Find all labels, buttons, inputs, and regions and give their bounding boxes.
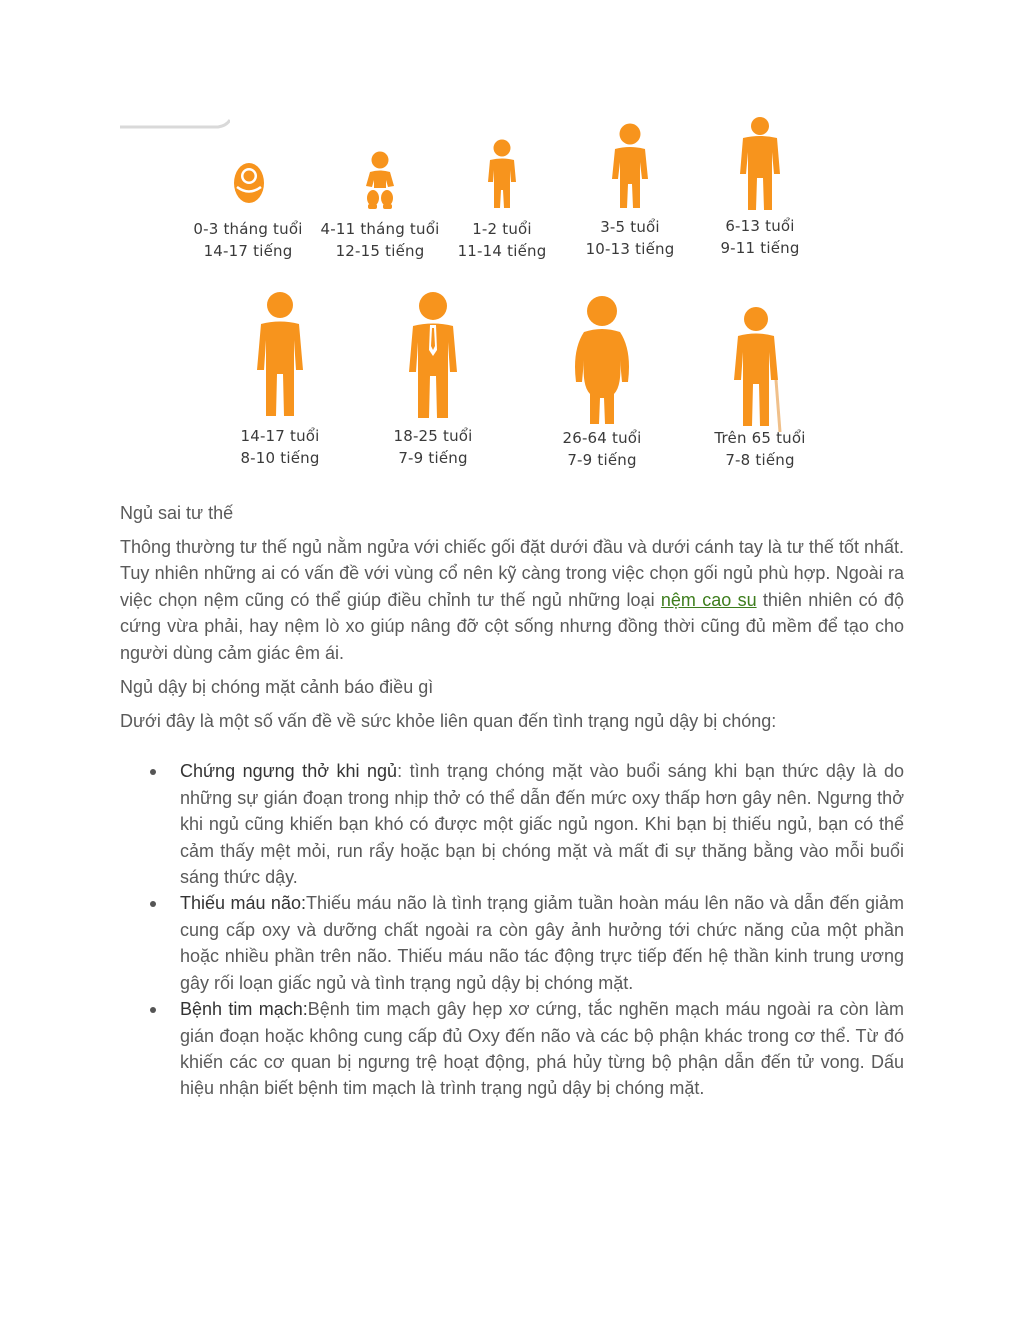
figure-age-label: 3-5 tuổi	[600, 218, 660, 236]
paragraph: Dưới đây là một số vấn đề về sức khỏe liên quan đến tình trạng ngủ dậy bị chóng:	[120, 711, 777, 732]
young-adult-icon	[403, 288, 463, 420]
figure-hours-label: 12-15 tiếng	[335, 242, 425, 260]
list-item-text: Thiếu máu não là tình trạng giảm tuần hoàn máu lên não và dẫn đến giảm cung cấp oxy và dưỡng chất ngoài ra còn gây ảnh hưởng tới chức năng của một phần hoặc nhiều phần trên não. Thiếu máu não tác động trực tiếp đến hệ thần kinh trung ương gây rối loạn giấc ngủ và tình trạng ngủ dậy bị chóng mặt.	[180, 893, 904, 993]
section-heading: Ngủ sai tư thế	[120, 503, 234, 523]
sleep-hours-infographic	[120, 118, 860, 478]
figure-age-label: 6-13 tuổi	[725, 217, 795, 235]
figure-age-label: 26-64 tuổi	[562, 429, 642, 447]
infant-icon	[358, 150, 402, 210]
article-body	[120, 500, 904, 1102]
teen-icon	[252, 288, 308, 418]
figure-infant	[315, 118, 445, 268]
figure-hours-label: 8-10 tiếng	[240, 449, 320, 467]
section-heading: Ngủ dậy bị chóng mặt cảnh báo điều gì	[120, 677, 434, 698]
paragraph-text: thiên nhiên có độ cứng vừa phải, hay nệm lò xo giúp nâng đỡ cột sống nhưng đồng thời cũng đủ mềm để tạo cho người dùng cảm giác êm ái.	[120, 589, 904, 663]
figure-age-label: Trên 65 tuổi	[714, 429, 806, 447]
figure-teen	[220, 288, 340, 468]
bullet-icon	[150, 769, 156, 775]
list-item	[120, 996, 904, 1102]
list-item-term: Chứng ngưng thở khi ngủ	[180, 761, 398, 782]
paragraph	[120, 534, 904, 666]
figure-age-label: 14-17 tuổi	[240, 427, 320, 445]
figure-hours-label: 11-14 tiếng	[457, 242, 547, 260]
paragraph-text: Thông thường tư thế ngủ nằm ngửa với chiếc gối đặt dưới đầu và dưới cánh tay là tư thế tốt nhất. Tuy nhiên những ai có vấn đề với vùng cổ nên kỹ càng trong việc chọn gối ngủ phù hợp. Ngoài ra việc chọn nệm cũng có thể giúp điều chỉnh tư thế ngủ những loại	[120, 537, 904, 610]
figure-age-label: 18-25 tuổi	[393, 427, 473, 445]
list-item-text: Bệnh tim mạch gây hẹp xơ cứng, tắc nghẽn mạch máu ngoài ra còn làm gián đoạn hoặc không cung cấp đủ Oxy đến não và các bộ phận khác trong cơ thể. Từ đó khiến các cơ quan bị ngưng trệ hoạt động, phá hủy từng bộ phận dẫn đến tử vong. Dấu hiệu nhận biết bệnh tim mạch là trình trạng ngủ dậy bị chóng mặt.	[180, 999, 904, 1099]
figure-age-label: 1-2 tuổi	[472, 220, 532, 238]
newborn-icon	[231, 156, 271, 206]
list-item-term: Bệnh tim mạch:	[180, 999, 308, 1020]
list-item	[120, 758, 904, 890]
figure-toddler	[442, 118, 562, 268]
bullet-icon	[150, 1007, 156, 1013]
figure-adult	[542, 288, 662, 468]
figure-child	[570, 118, 690, 268]
preteen-icon	[735, 118, 785, 212]
figure-hours-label: 7-9 tiếng	[398, 449, 468, 467]
adult-icon	[570, 294, 634, 428]
figure-hours-label: 14-17 tiếng	[203, 242, 293, 260]
figure-newborn	[188, 118, 308, 268]
figure-young-adult	[373, 288, 493, 468]
figure-hours-label: 7-8 tiếng	[725, 451, 795, 469]
list-item-text: : tình trạng chóng mặt vào buổi sáng khi bạn thức dậy là do những sự gián đoạn trong nhịp thở có thể dẫn đến mức oxy thấp hơn gây nên. Ngưng thở khi ngủ cũng khiến bạn khó có được một giấc ngủ ngon. Khi bạn bị thiếu ngủ, bạn có thể cảm thấy mệt mỏi, run rẩy hoặc bạn bị chóng mặt và mất đi sự thăng bằng vào mỗi buổi sáng thức dậy.	[180, 761, 904, 888]
mattress-link[interactable]: nệm cao su	[660, 589, 757, 610]
figure-senior	[700, 288, 820, 468]
bullet-icon	[150, 901, 156, 907]
list-item-term: Thiếu máu não:	[180, 893, 306, 914]
senior-icon	[730, 304, 794, 436]
figure-hours-label: 9-11 tiếng	[720, 239, 800, 257]
figure-age-label: 4-11 tháng tuổi	[320, 220, 440, 238]
figure-hours-label: 7-9 tiếng	[567, 451, 637, 469]
figure-preteen	[700, 118, 820, 268]
toddler-icon	[482, 138, 522, 213]
list-item	[120, 890, 904, 996]
child-icon	[607, 122, 653, 212]
figure-hours-label: 10-13 tiếng	[585, 240, 675, 258]
bullet-list	[120, 758, 904, 1101]
figure-age-label: 0-3 tháng tuổi	[193, 220, 303, 238]
